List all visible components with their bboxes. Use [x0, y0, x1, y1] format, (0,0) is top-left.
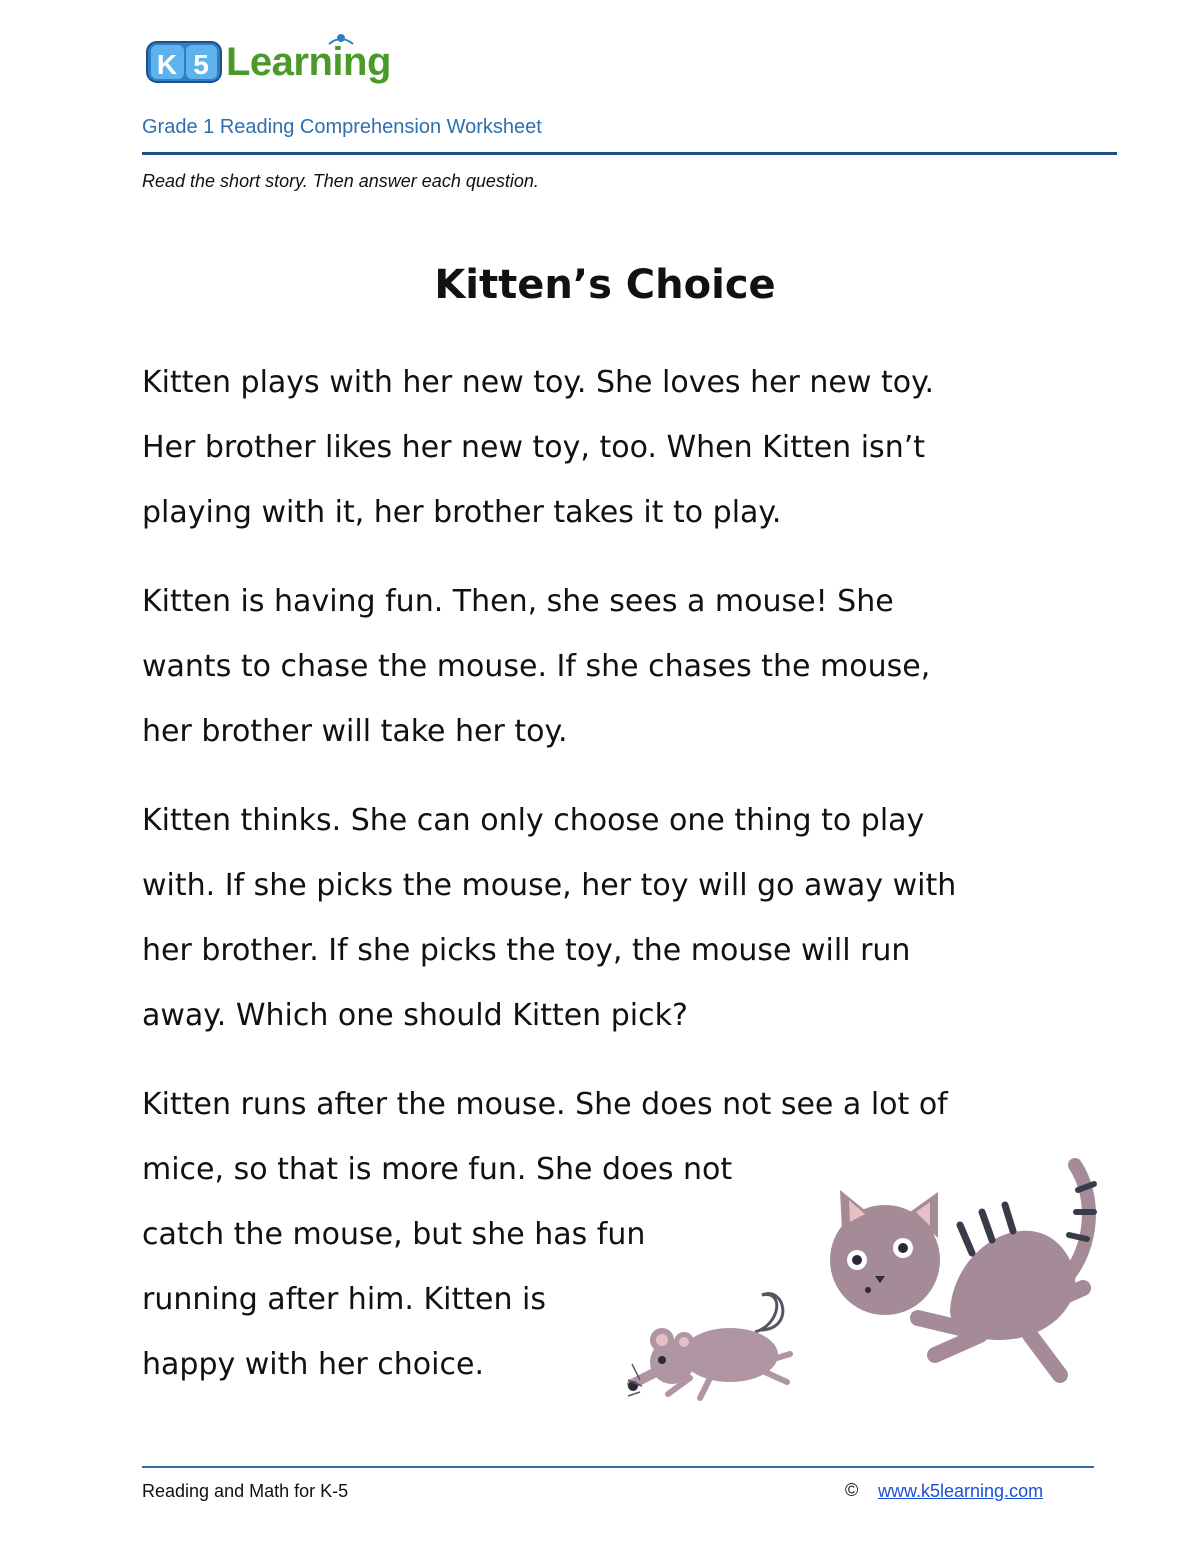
story-paragraph-3	[142, 788, 1072, 1048]
paragraph-gap	[142, 545, 1072, 569]
logo-wordmark: Learning	[226, 40, 391, 84]
kitten-icon	[830, 1165, 1094, 1375]
story-line: Her brother likes her new toy, too. When Kitten isn’t	[142, 430, 926, 465]
logo-badge-5: 5	[193, 49, 209, 80]
story-title: Kitten’s Choice	[434, 262, 776, 308]
header-divider	[142, 152, 1117, 155]
story-line: with. If she picks the mouse, her toy will go away with	[142, 868, 957, 903]
instructions: Read the short story. Then answer each question.	[142, 171, 539, 191]
footer-divider	[142, 1466, 1094, 1468]
copyright-symbol: ©	[845, 1480, 859, 1500]
story-line: Kitten plays with her new toy. She loves her new toy.	[142, 365, 935, 400]
paragraph-gap	[142, 764, 1072, 788]
story-line: her brother will take her toy.	[142, 714, 568, 749]
story-line: Kitten is having fun. Then, she sees a mouse! She	[142, 584, 894, 619]
story-line: catch the mouse, but she has fun	[142, 1217, 646, 1252]
story-line: running after him. Kitten is	[142, 1282, 546, 1317]
story-line: Kitten thinks. She can only choose one thing to play	[142, 803, 925, 838]
story-line: away. Which one should Kitten pick?	[142, 998, 688, 1033]
story-line: her brother. If she picks the toy, the mouse will run	[142, 933, 911, 968]
website-link[interactable]: www.k5learning.com	[878, 1481, 1044, 1501]
logo-badge-k: K	[156, 49, 178, 80]
story-line: Kitten runs after the mouse. She does not see a lot of	[142, 1087, 948, 1122]
kitten-chasing-mouse-illustration	[620, 1150, 1100, 1410]
story-line: playing with it, her brother takes it to play.	[142, 495, 782, 530]
story-paragraph-1	[142, 350, 1072, 545]
paragraph-gap	[142, 1048, 1072, 1072]
worksheet-subject: Grade 1 Reading Comprehension Worksheet	[142, 116, 542, 138]
mouse-icon	[628, 1294, 790, 1398]
story-line: happy with her choice.	[142, 1347, 484, 1382]
story-line: wants to chase the mouse. If she chases the mouse,	[142, 649, 931, 684]
footer-tagline: Reading and Math for K-5	[142, 1481, 349, 1501]
story-paragraph-2	[142, 569, 1072, 764]
story-line: mice, so that is more fun. She does not	[142, 1152, 733, 1187]
